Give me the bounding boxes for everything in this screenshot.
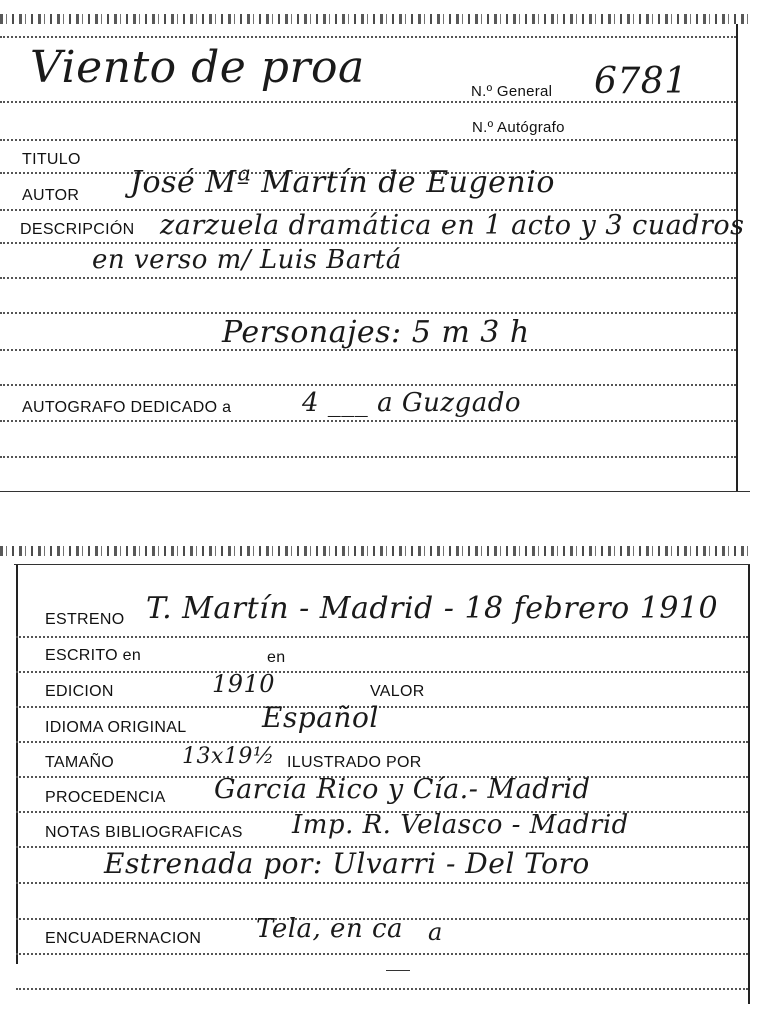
rule [16, 988, 748, 990]
autor-label: AUTOR [22, 187, 80, 204]
tamano-label: TAMAÑO [45, 754, 115, 771]
estreno-label: ESTRENO [45, 611, 125, 628]
edicion-label: EDICION [45, 683, 114, 700]
rule [16, 741, 748, 743]
top-card-right-border [736, 24, 738, 492]
ilustrado-label: ILUSTRADO POR [287, 754, 422, 771]
bottom-card-right-border [748, 564, 750, 1004]
autografo-number-label: N.º Autógrafo [472, 119, 565, 136]
rule [16, 671, 748, 673]
bottom-card [0, 540, 759, 1028]
top-card-scan-edge [0, 14, 750, 24]
top-card [0, 0, 759, 500]
encuadernacion-value: Tela, en ca [256, 914, 404, 944]
rule [0, 139, 736, 141]
dedicado-label: AUTOGRAFO DEDICADO a [22, 399, 232, 416]
idioma-value: Español [262, 701, 379, 734]
bottom-card-left-border [16, 564, 18, 964]
escrito-label: ESCRITO en [45, 647, 142, 664]
valor-label: VALOR [370, 683, 425, 700]
rule [0, 36, 736, 38]
idioma-label: IDIOMA ORIGINAL [45, 719, 187, 736]
personajes-note: Personajes: 5 m 3 h [222, 315, 530, 350]
estreno-value: T. Martín - Madrid - 18 febrero 1910 [146, 591, 719, 626]
descripcion-label: DESCRIPCIÓN [20, 221, 135, 238]
rule [0, 312, 736, 314]
rule [0, 456, 736, 458]
tamano-value: 13x19½ [182, 744, 275, 769]
rule [0, 277, 736, 279]
rule [16, 636, 748, 638]
procedencia-value: García Rico y Cía.- Madrid [214, 774, 591, 805]
handwritten-title: Viento de proa [30, 42, 365, 93]
descripcion-value-line2: en verso m/ Luis Bartá [92, 245, 402, 275]
rule [16, 882, 748, 884]
escrito-en-label: en [267, 649, 286, 666]
rule [0, 242, 736, 244]
ink-stroke [386, 970, 410, 971]
rule [16, 953, 748, 955]
encuadernacion-extra: a [428, 918, 443, 946]
general-number-label: N.º General [471, 83, 553, 100]
edicion-value: 1910 [212, 670, 276, 698]
notas-value-line2: Estrenada por: Ulvarri - Del Toro [104, 847, 590, 880]
autor-value: José Mª Martín de Eugenio [130, 165, 555, 200]
bottom-card-top-edge [14, 564, 750, 565]
top-card-bottom-edge [0, 491, 750, 492]
dedicado-value: 4 ___ a Guzgado [302, 388, 521, 418]
general-number-value: 6781 [594, 61, 688, 102]
descripcion-value-line1: zarzuela dramática en 1 acto y 3 cuadros [160, 210, 745, 241]
procedencia-label: PROCEDENCIA [45, 789, 166, 806]
titulo-label: TITULO [22, 151, 81, 168]
rule [16, 706, 748, 708]
encuadernacion-label: ENCUADERNACION [45, 930, 202, 947]
bottom-card-scan-edge [0, 546, 750, 556]
rule [0, 420, 736, 422]
notas-value-line1: Imp. R. Velasco - Madrid [292, 810, 629, 840]
notas-label: NOTAS BIBLIOGRAFICAS [45, 824, 243, 841]
rule [0, 384, 736, 386]
